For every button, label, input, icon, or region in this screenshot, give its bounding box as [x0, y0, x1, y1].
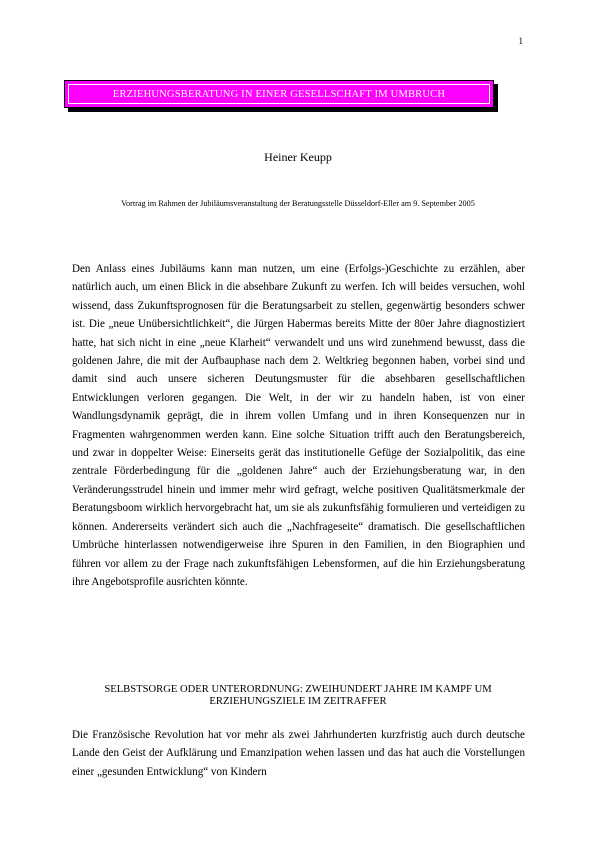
title-banner — [64, 80, 494, 108]
document-title: ERZIEHUNGSBERATUNG IN EINER GESELLSCHAFT IM UMBRUCH — [68, 84, 490, 104]
section-heading: SELBSTSORGE ODER UNTERORDNUNG: ZWEIHUNDERT JAHRE IM KAMPF UM ERZIEHUNGSZIELE IM ZEITRAFFER — [104, 684, 492, 707]
body-paragraph-1: Den Anlass eines Jubiläums kann man nutzen, um eine (Erfolgs-)Geschichte zu erzählen, aber natürlich auch, um einen Blick in die absehbare Zukunft zu werfen. Ich will beides versuchen, wohl wissend, dass Zukunftsprognosen für die Beratungsarbeit zu stellen, gegenwärtig besonders schwer ist. Die „neue Unübersichtlichkeit“, die Jürgen Habermas bereits Mitte der 80er Jahre diagnostiziert hatte, hat sich nicht in eine „neue Klarheit“ verwandelt und uns wird zunehmend bewusst, dass die goldenen Jahre, die mit der Aufbauphase nach dem 2. Weltkrieg begonnen haben, vorbei sind und damit sind auch unsere sicheren Deutungsmuster für die absehbaren gesellschaftlichen Entwicklungen verloren gegangen. Die Welt, in der wir zu handeln haben, ist von einer Wandlungsdynamik geprägt, die in ihrem vollen Umfang und in ihren Konsequenzen nur in Fragmenten wahrgenommen werden kann. Eine solche Situation trifft auch den Beratungsbereich, und zwar in doppelter Weise: Einerseits gerät das institutionelle Gefüge der Sozialpolitik, das eine zentrale Förderbedingung für die „goldenen Jahre“ auch der Erziehungsberatung war, in den Veränderungsstrudel hinein und immer mehr wird gefragt, welche positiven Qualitätsmerkmale der Beratungsboom wirklich hervorgebracht hat, um sie als zukunftsfähig formulieren und verteidigen zu können. Andererseits verändert sich auch die „Nachfrageseite“ dramatisch. Die gesellschaftlichen Umbrüche hinterlassen notwendigerweise ihre Spuren in den Familien, in den Biographien und führen vor allem zu der Frage nach zukunftsfähigen Lebensformen, auf die hin Erziehungsberatung ihre Angebotsprofile ausrichten könnte. — [72, 263, 525, 588]
author-name: Heiner Keupp — [264, 150, 332, 164]
lecture-subtitle: Vortrag im Rahmen der Jubiläumsveranstaltung der Beratungsstelle Düsseldorf-Eller am 9. September 2005 — [121, 199, 475, 208]
body-paragraph-2: Die Französische Revolution hat vor mehr als zwei Jahrhunderten kurzfristig auch durch deutsche Lande den Geist der Aufklärung und Emanzipation wehen lassen und das hat auch die Vorstellungen einer „gesunden Entwicklung“ von Kindern — [72, 729, 525, 778]
page-number: 1 — [518, 36, 523, 46]
